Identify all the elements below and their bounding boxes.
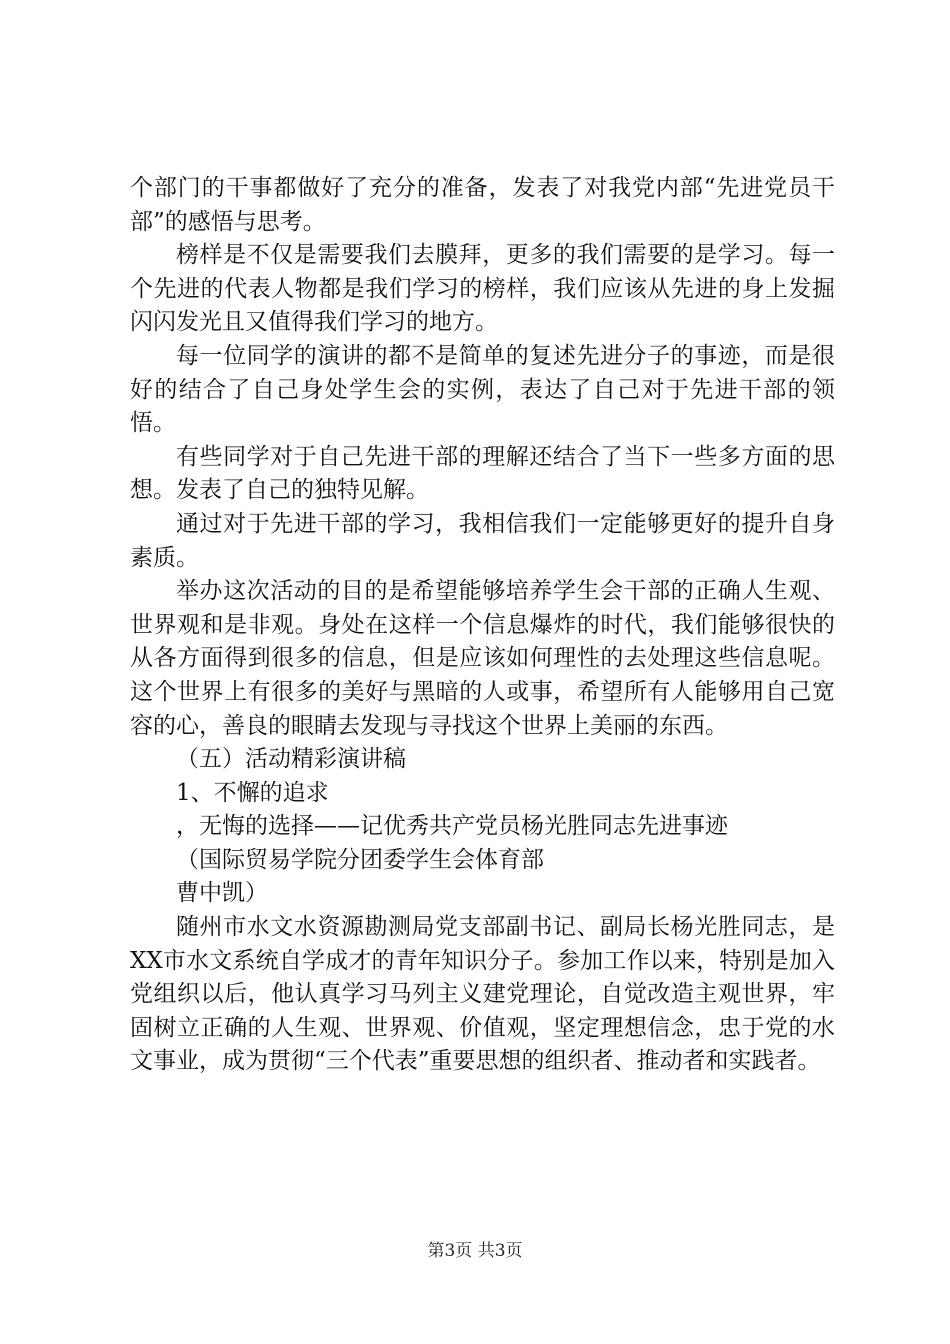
speech-author-affiliation: （国际贸易学院分团委学生会体育部 (176, 846, 544, 873)
paragraph: 有些同学对于自己先进干部的理解还结合了当下一些多方面的思想。发表了自己的独特见解。 (130, 443, 835, 504)
speech-title-part-2: ，无悔的选择——记优秀共产党员杨光胜同志先进事迹 (176, 813, 728, 840)
paragraph: 通过对于先进干部的学习，我相信我们一定能够更好的提升自身素质。 (130, 510, 835, 571)
paragraph: 个部门的干事都做好了充分的准备，发表了对我党内部“先进党员干部”的感悟与思考。 (130, 175, 835, 235)
paragraph: 随州市水文水资源勘测局党支部副书记、副局长杨光胜同志，是XX市水文系统自学成才的青年知识分子。参加工作以来，特别是加入党组织以后，他认真学习马列主义建党理论，自觉改造主观世界，牢固树立正确的人生观、世界观、价值观，坚定理想信念，忠于党的水文事业，成为贯彻“三个代表”重要思想的组织者、推动者和实践者。 (130, 914, 835, 1075)
speech-author-name: 曹中凯） (176, 880, 268, 907)
speech-title-part-1: 1、不懈的追求 (176, 779, 329, 806)
page-number-footer: 第3页 共3页 (427, 1241, 523, 1261)
paragraph: 举办这次活动的目的是希望能够培养学生会干部的正确人生观、世界观和是非观。身处在这样一个信息爆炸的时代，我们能够很快的从各方面得到很多的信息，但是应该如何理性的去处理这些信息呢。这个世界上有很多的美好与黑暗的人或事，希望所有人能够用自己宽容的心，善良的眼睛去发现与寻找这个世界上美丽的东西。 (130, 578, 835, 739)
section-heading: （五）活动精彩演讲稿 (176, 746, 406, 773)
paragraph: 榜样是不仅是需要我们去膜拜，更多的我们需要的是学习。每一个先进的代表人物都是我们学习的榜样，我们应该从先进的身上发掘闪闪发光且又值得我们学习的地方。 (130, 242, 835, 336)
document-body (130, 172, 835, 1079)
paragraph: 每一位同学的演讲的都不是简单的复述先进分子的事迹，而是很好的结合了自己身处学生会的实例，表达了自己对于先进干部的领悟。 (130, 342, 835, 437)
